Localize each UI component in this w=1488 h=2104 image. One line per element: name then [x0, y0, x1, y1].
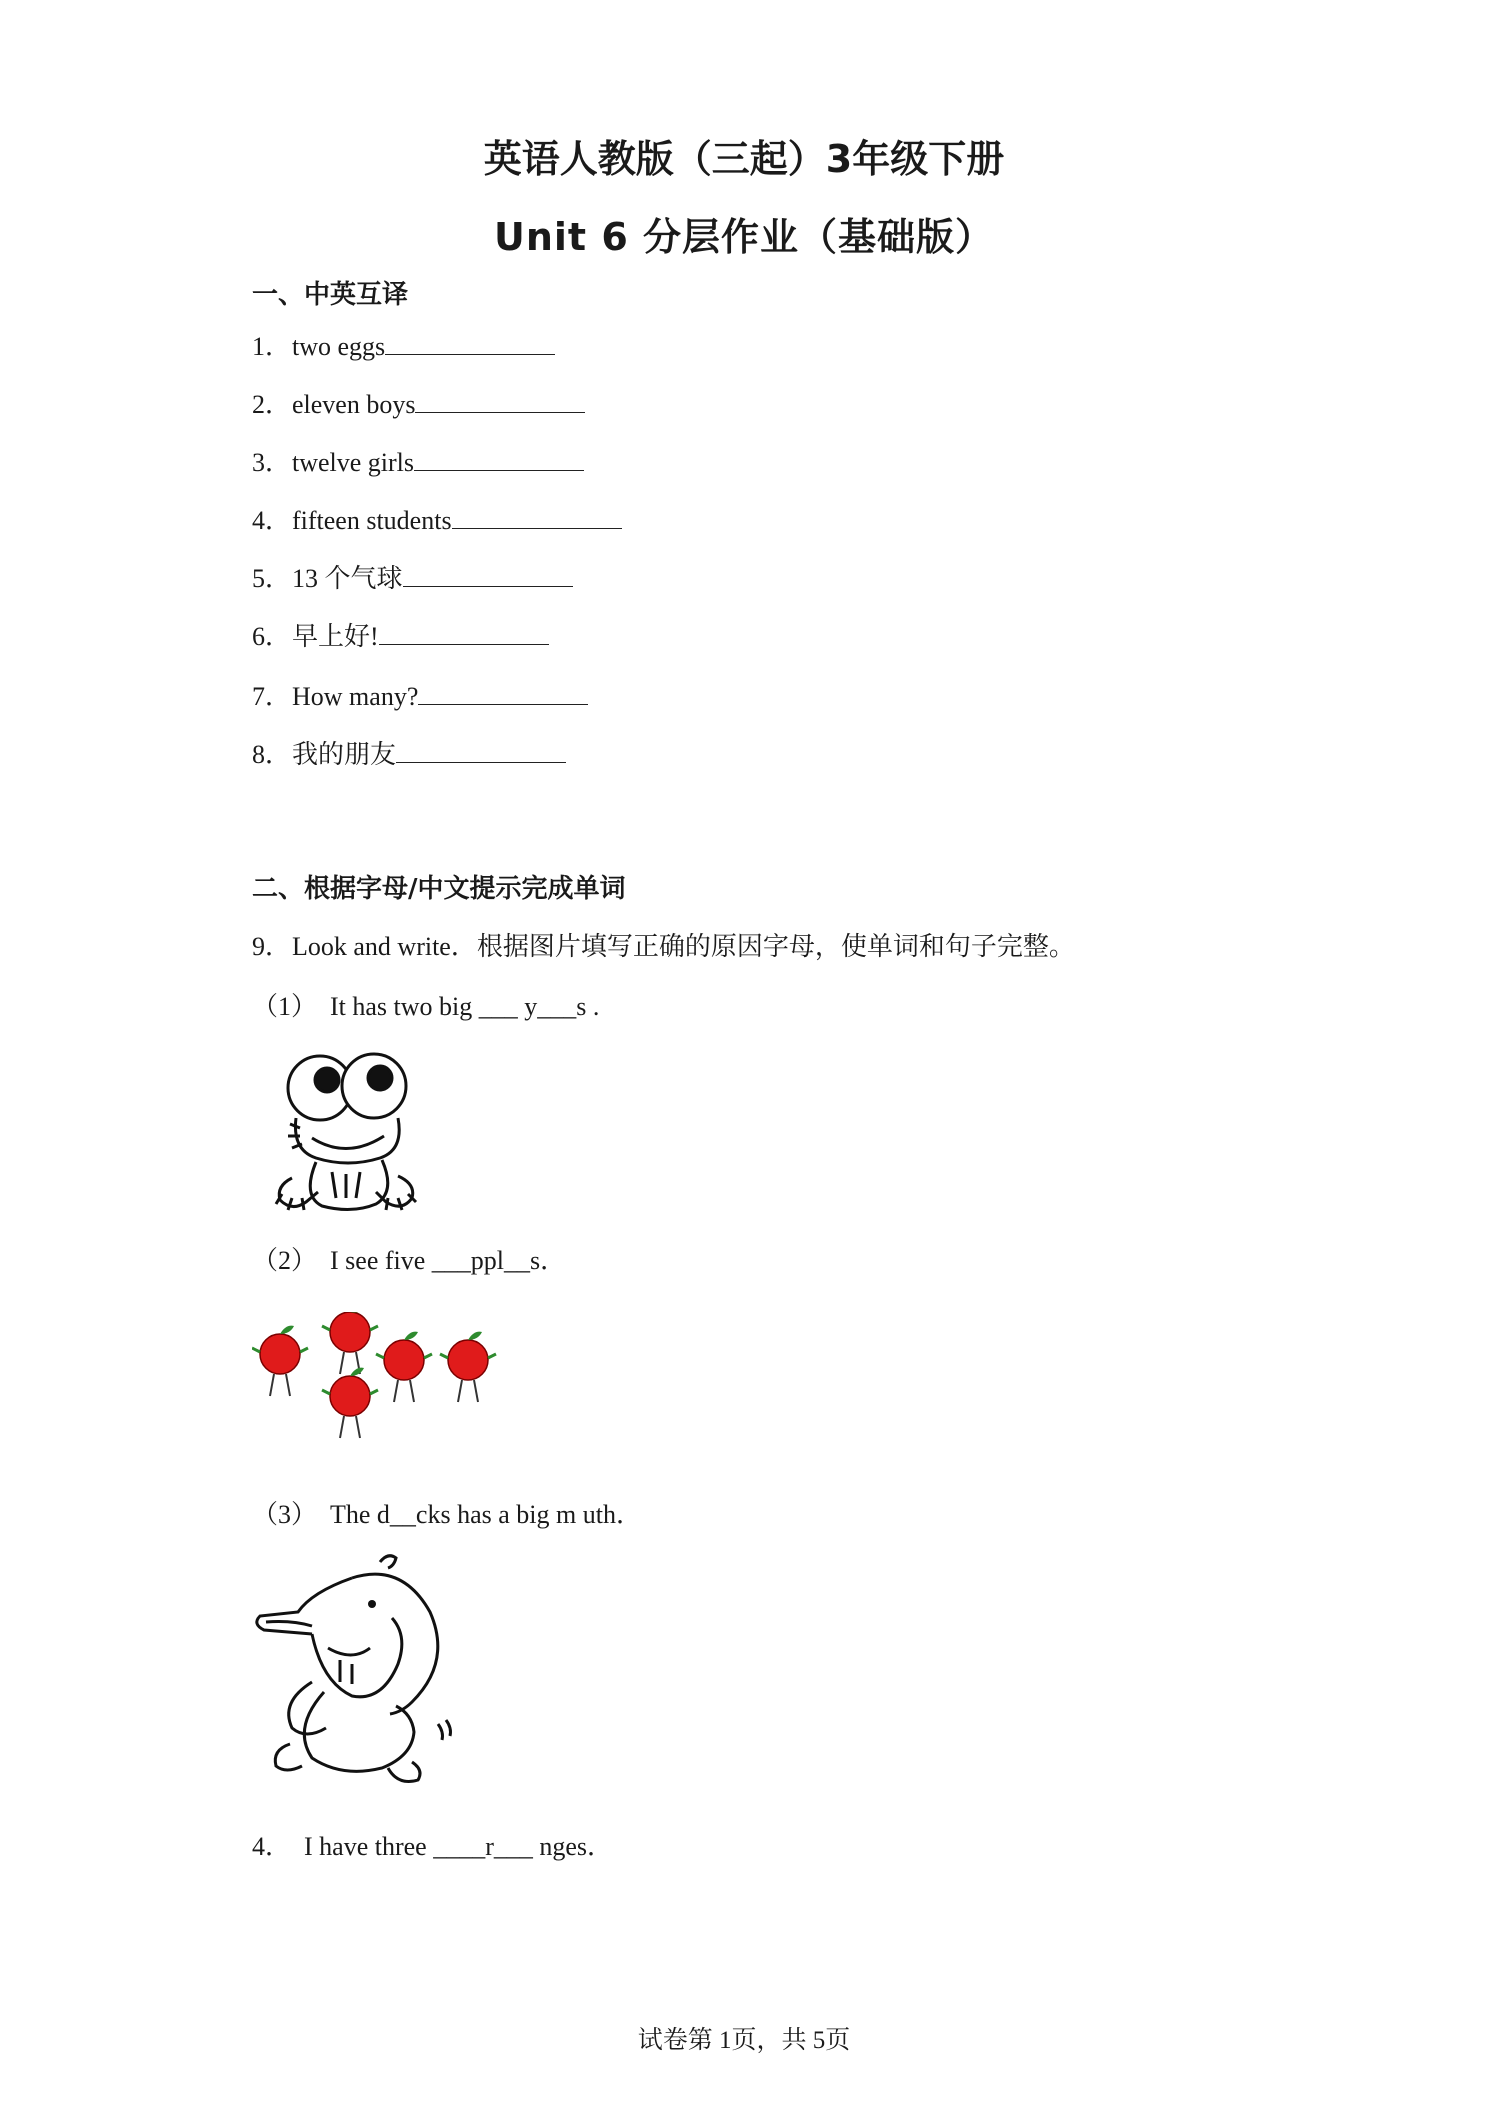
answer-blank[interactable]: [403, 566, 573, 587]
question-number: 2．: [252, 390, 292, 419]
question-text: eleven boys: [292, 390, 416, 419]
frog-illustration: [272, 1046, 422, 1218]
question-text: Look and write．根据图片填写正确的原因字母，使单词和句子完整。: [292, 932, 1075, 961]
subquestion-text[interactable]: I see five ___ppl__s．: [330, 1246, 567, 1275]
question-2: [252, 384, 585, 421]
subquestion-1: [252, 986, 599, 1023]
answer-blank[interactable]: [396, 742, 566, 763]
duck-illustration: [252, 1552, 462, 1794]
question-number: 8．: [252, 740, 292, 769]
question-3: [252, 442, 584, 479]
question-number: 3．: [252, 448, 292, 477]
apple-5: [322, 1368, 378, 1438]
question-7: [252, 676, 588, 713]
answer-blank[interactable]: [452, 508, 622, 529]
subquestion-label: （1）: [252, 992, 318, 1021]
question-text: 早上好!: [292, 622, 379, 651]
question-4b: [252, 1826, 613, 1863]
question-8: [252, 734, 566, 771]
question-text[interactable]: I have three ____r___ nges．: [304, 1832, 614, 1861]
subquestion-label: （2）: [252, 1246, 318, 1275]
section2-heading: 二、根据字母/中文提示完成单词: [252, 874, 626, 904]
section1-heading: 一、中英互译: [252, 280, 409, 310]
page-footer: 试卷第 1页，共 5页: [637, 2027, 851, 2054]
five-apples-illustration: [252, 1312, 502, 1452]
question-number: 4．: [252, 1832, 292, 1861]
question-4: [252, 500, 622, 537]
question-text: twelve girls: [292, 448, 415, 477]
question-number: 6．: [252, 622, 292, 651]
answer-blank[interactable]: [414, 450, 584, 471]
subquestion-text[interactable]: The d__cks has a big m uth．: [330, 1500, 642, 1529]
answer-blank[interactable]: [418, 684, 588, 705]
subquestion-label: （3）: [252, 1500, 318, 1529]
question-number: 5．: [252, 564, 292, 593]
question-number: 7．: [252, 682, 292, 711]
answer-blank[interactable]: [385, 334, 555, 355]
page-subtitle: Unit 6 分层作业（基础版）: [494, 215, 994, 259]
question-number: 4．: [252, 506, 292, 535]
page-title: 英语人教版（三起）3年级下册: [483, 137, 1005, 181]
question-text: fifteen students: [292, 506, 452, 535]
apple-4: [440, 1332, 496, 1402]
question-1: [252, 326, 555, 363]
subquestion-3: [252, 1494, 642, 1531]
apple-3: [376, 1332, 432, 1402]
question-6: [252, 616, 549, 653]
subquestion-2: [252, 1240, 566, 1277]
question-number: 1．: [252, 332, 292, 361]
question-9: [252, 926, 1075, 963]
question-5: [252, 558, 573, 595]
question-text: How many?: [292, 682, 419, 711]
question-number: 9．: [252, 932, 292, 961]
question-text: 13 个气球: [292, 564, 403, 593]
apple-2: [322, 1312, 378, 1374]
subquestion-text[interactable]: It has two big ___ y___s .: [330, 992, 600, 1021]
question-text: two eggs: [292, 332, 386, 361]
answer-blank[interactable]: [415, 392, 585, 413]
answer-blank[interactable]: [379, 624, 549, 645]
question-text: 我的朋友: [292, 740, 397, 769]
apple-1: [252, 1326, 308, 1396]
